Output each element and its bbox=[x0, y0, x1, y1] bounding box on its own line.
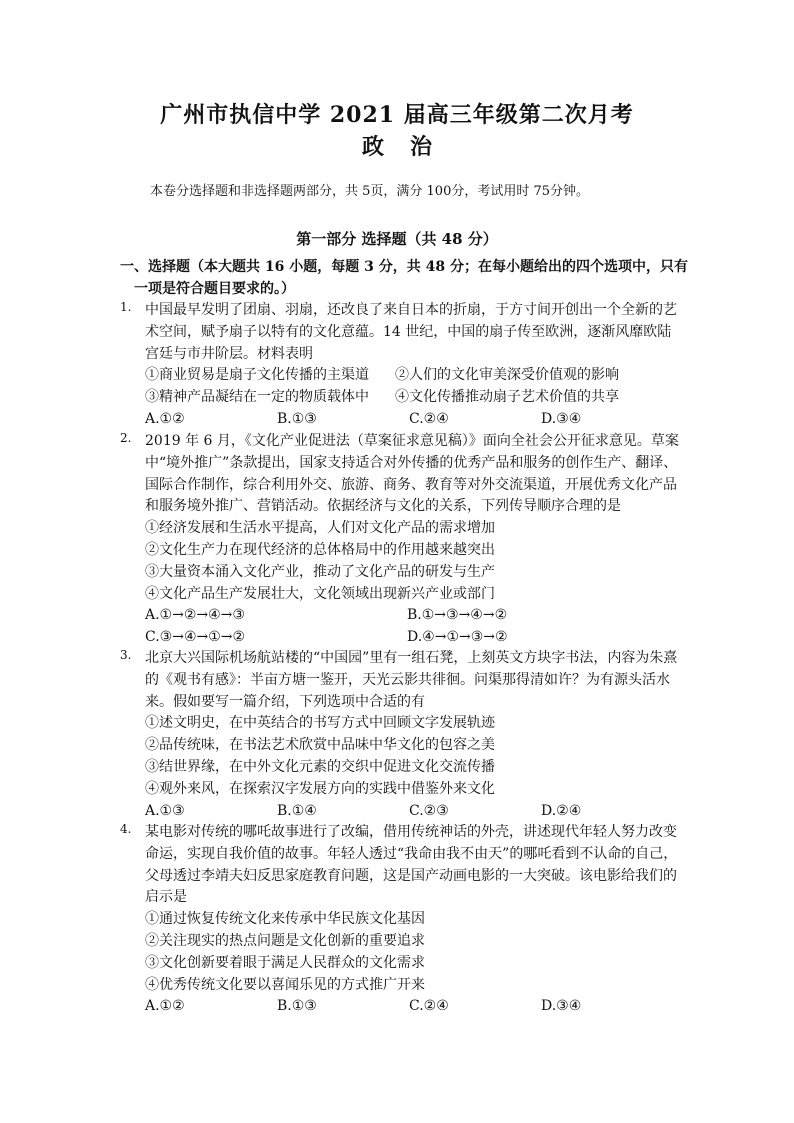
question-number: 1. bbox=[120, 300, 132, 314]
answer-options bbox=[145, 605, 690, 649]
option-c: C.②③ bbox=[409, 802, 449, 819]
option-c: C.③→④→①→② bbox=[145, 629, 246, 646]
stem-line: 启示是 bbox=[145, 889, 187, 906]
option-a: A.①② bbox=[145, 410, 185, 427]
question-stem bbox=[145, 431, 690, 518]
statement-item: ②关注现实的热点问题是文化创新的重要追求 bbox=[145, 932, 425, 949]
statement-item: ②品传统味，在书法艺术欣赏中品味中华文化的包容之美 bbox=[145, 737, 495, 754]
stem-line: 某电影对传统的哪吒故事进行了改编，借用传统神话的外壳，讲述现代年轻人努力改变 bbox=[145, 824, 677, 840]
question-4 bbox=[120, 822, 690, 1018]
exam-intro: 本卷分选择题和非选择题两部分，共 5页，满分 100分，考试用时 75分钟。 bbox=[150, 184, 590, 199]
option-a: A.①→②→④→③ bbox=[145, 607, 245, 624]
stem-line: 来。假如要写一篇介绍，下列选项中合适的有 bbox=[145, 693, 425, 710]
statement-item: ④文化产品生产发展壮大，文化领域出现新兴产业或部门 bbox=[145, 585, 495, 602]
option-b: B.①③ bbox=[277, 998, 317, 1015]
statement-item: ②人们的文化审美深受价值观的影响 bbox=[395, 367, 619, 384]
answer-options bbox=[145, 801, 690, 823]
statement-item: ④文化传播推动扇子艺术价值的共享 bbox=[395, 389, 619, 406]
option-d: D.③④ bbox=[541, 410, 582, 427]
stem-line: 术空间，赋予扇子以特有的文化意蕴。14 世纪，中国的扇子传至欧洲，逐渐风靡欧陆 bbox=[145, 323, 672, 340]
stem-line: 宫廷与市井阶层。材料表明 bbox=[145, 345, 313, 362]
option-d: D.②④ bbox=[541, 802, 582, 819]
stem-line: 和服务境外推广、营销活动。依据经济与文化的关系，下列传导顺序合理的是 bbox=[145, 498, 621, 515]
section-heading: 第一部分 选择题（共 48 分） bbox=[296, 230, 498, 248]
statement-list bbox=[145, 518, 690, 605]
answer-options bbox=[145, 409, 690, 431]
statement-item: ①述文明史，在中英结合的书写方式中回顾文字发展轨迹 bbox=[145, 715, 495, 732]
question-1 bbox=[120, 300, 690, 431]
option-a: A.①② bbox=[145, 998, 185, 1015]
statement-list bbox=[145, 713, 690, 800]
instructions-line: 一、选择题（本大题共 16 小题，每题 3 分，共 48 分；在每小题给出的四个选项中，只有 bbox=[120, 259, 688, 275]
stem-line: 国际合作制作，综合利用外交、旅游、商务、教育等对外交流渠道，开展优秀文化产品 bbox=[145, 476, 677, 493]
exam-title: 广州市执信中学 2021 届高三年级第二次月考 bbox=[160, 102, 634, 128]
stem-line: 2019 年 6 月，《文化产业促进法（草案征求意见稿）》面向全社会公开征求意见。草案 bbox=[145, 433, 679, 449]
statement-item: ④观外来风，在探索汉字发展方向的实践中借鉴外来文化 bbox=[145, 780, 495, 797]
statement-item: ①通过恢复传统文化来传承中华民族文化基因 bbox=[145, 911, 425, 928]
stem-line: 命运，实现自我价值的故事。年轻人透过“我命由我不由天”的哪吒看到不认命的自己， bbox=[145, 845, 678, 862]
instructions-line: 一项是符合题目要求的。） bbox=[134, 281, 295, 297]
part-instructions bbox=[120, 256, 690, 300]
stem-line: 北京大兴国际机场航站楼的“中国园”里有一组石凳，上刻英文方块字书法，内容为朱熹 bbox=[145, 650, 678, 666]
question-stem bbox=[145, 300, 690, 365]
statement-item: ③大量资本涌入文化产业，推动了文化产品的研发与生产 bbox=[145, 563, 495, 580]
stem-line: 的《观书有感》：半亩方塘一鉴开，天光云影共徘徊。问渠那得清如许？为有源头活水 bbox=[145, 671, 670, 688]
question-number: 2. bbox=[120, 431, 132, 445]
statement-item: ②文化生产力在现代经济的总体格局中的作用越来越突出 bbox=[145, 541, 495, 558]
statement-item: ①商业贸易是扇子文化传播的主渠道 bbox=[145, 367, 369, 384]
option-d: D.④→①→③→② bbox=[407, 629, 508, 646]
stem-line: 父母透过李靖夫妇反思家庭教育问题，这是国产动画电影的一大突破。该电影给我们的 bbox=[145, 867, 677, 884]
statement-item: ③精神产品凝结在一定的物质载体中 bbox=[145, 389, 369, 406]
statement-list bbox=[145, 365, 690, 409]
subject-title: 政治 bbox=[361, 134, 458, 160]
question-stem bbox=[145, 822, 690, 909]
option-c: C.②④ bbox=[409, 410, 449, 427]
option-b: B.①③ bbox=[277, 410, 317, 427]
question-3 bbox=[120, 648, 690, 822]
stem-line: 中“境外推广”条款提出，国家支持适合对外传播的优秀产品和服务的创作生产、翻译、 bbox=[145, 454, 678, 471]
statement-item: ④优秀传统文化要以喜闻乐见的方式推广开来 bbox=[145, 976, 425, 993]
question-number: 4. bbox=[120, 822, 132, 836]
option-a: A.①③ bbox=[145, 802, 185, 819]
question-stem bbox=[145, 648, 690, 713]
question-2 bbox=[120, 431, 690, 649]
option-d: D.③④ bbox=[541, 998, 582, 1015]
statement-item: ①经济发展和生活水平提高，人们对文化产品的需求增加 bbox=[145, 520, 495, 537]
answer-options bbox=[145, 996, 690, 1018]
stem-line: 中国最早发明了团扇、羽扇，还改良了来自日本的折扇，于方寸间开创出一个全新的艺 bbox=[145, 302, 677, 318]
statement-list bbox=[145, 909, 690, 996]
option-b: B.①④ bbox=[277, 802, 317, 819]
statement-item: ③文化创新要着眼于满足人民群众的文化需求 bbox=[145, 954, 425, 971]
question-number: 3. bbox=[120, 648, 132, 662]
statement-item: ③结世界缘，在中外文化元素的交织中促进文化交流传播 bbox=[145, 758, 495, 775]
option-c: C.②④ bbox=[409, 998, 449, 1015]
option-b: B.①→③→④→② bbox=[407, 607, 508, 624]
